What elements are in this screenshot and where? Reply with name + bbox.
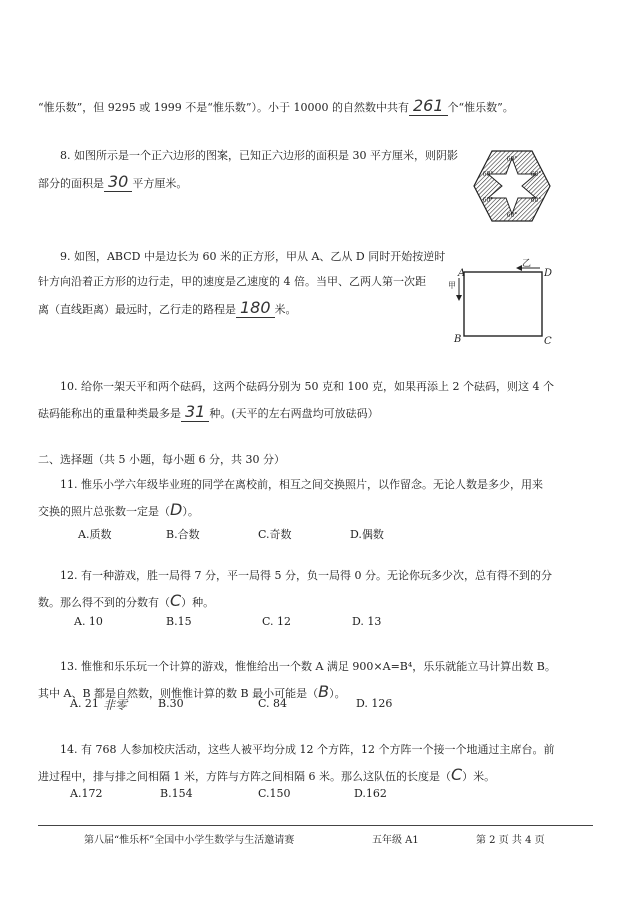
footer-grade: 五年级 A1	[372, 835, 419, 846]
q10-text-after: 种。(天平的左右两盘均可放砝码）	[209, 407, 379, 420]
angle-label-br: 60°	[530, 197, 542, 204]
q12-line1: 12. 有一种游戏，胜一局得 7 分，平一局得 5 分，负一局得 0 分。无论你玩多少次，总有得不到的分	[60, 569, 552, 582]
angle-label-bl: 60°	[482, 197, 494, 204]
q9-line2: 针方向沿着正方形的边行走，甲的速度是乙速度的 4 倍。当甲、乙两人第一次距	[38, 275, 426, 288]
q11-line1: 11. 惟乐小学六年级毕业班的同学在离校前，相互之间交换照片，以作留念。无论人数是多少，用来	[60, 478, 543, 491]
q14-text-after: ）米。	[462, 770, 496, 783]
label-d: D	[544, 268, 553, 279]
angle-label-tr: 60°	[530, 171, 542, 178]
q7-text-before: “惟乐数”，但 9295 或 1999 不是“惟乐数”）。小于 10000 的自然数中共有	[38, 101, 409, 114]
q7-text-after: 个“惟乐数”。	[447, 101, 514, 114]
q13-line1: 13. 惟惟和乐乐玩一个计算的游戏，惟惟给出一个数 A 满足 900×A=B⁴，乐乐就能立马计算出数 B。	[60, 660, 556, 673]
q12-option-c: C. 12	[262, 615, 292, 628]
q11-option-d: D.偶数	[350, 528, 384, 541]
footer-page: 第 2 页 共 4 页	[476, 835, 545, 846]
q12-answer: C	[170, 591, 182, 610]
q13-option-d: D. 126	[356, 697, 393, 710]
q12-option-a: A. 10	[74, 615, 103, 628]
label-a: A	[458, 268, 466, 279]
q14-line2	[38, 765, 495, 784]
q14-answer: C	[450, 765, 463, 784]
q9-line1: 9. 如图，ABCD 中是边长为 60 米的正方形，甲从 A、乙从 D 同时开始按逆时	[60, 250, 446, 263]
q13-handwritten-note: 非零	[103, 698, 128, 712]
angle-label-top: 60°	[506, 156, 518, 163]
q14-option-c: C.150	[258, 787, 291, 800]
q14-option-d: D.162	[354, 787, 387, 800]
angle-label-bottom: 60°	[506, 212, 518, 219]
hexagon-figure	[472, 146, 552, 226]
angle-label-tl: 60°	[482, 171, 494, 178]
q10-line2	[38, 402, 379, 422]
q14-option-b: B.154	[160, 787, 193, 800]
q11-text-after: ）。	[182, 505, 199, 518]
q12-line2	[38, 591, 214, 610]
q13-option-a: A. 21	[70, 697, 99, 710]
footer-rule	[38, 825, 593, 826]
q11-text-before: 交换的照片总张数一定是（	[38, 505, 170, 518]
q14-line1: 14. 有 768 人参加校庆活动，这些人被平均分成 12 个方阵，12 个方阵一个接一个地通过主席台。前	[60, 743, 555, 756]
q11-option-b: B.合数	[166, 528, 200, 541]
q13-option-b: B.30	[158, 697, 184, 710]
q8-text-after: 平方厘米。	[132, 177, 188, 190]
label-b: B	[454, 334, 462, 345]
q11-option-c: C.奇数	[258, 528, 292, 541]
q9-text-before: 离（直线距离）最远时，乙行走的路程是	[38, 303, 236, 316]
q8-answer: 30	[104, 172, 132, 192]
label-c: C	[544, 336, 552, 346]
q13-answer: B	[318, 682, 330, 701]
q13-text-before: 其中 A、B 都是自然数，则惟惟计算的数 B 最小可能是（	[38, 687, 319, 700]
label-jia: 甲	[448, 281, 456, 290]
q14-text-before: 进过程中，排与排之间相隔 1 米，方阵与方阵之间相隔 6 米。那么这队伍的长度是（	[38, 770, 451, 783]
footer-contest: 第八届“惟乐杯”全国中小学生数学与生活邀请赛	[84, 835, 295, 846]
q7-answer: 261	[409, 96, 448, 116]
q12-text-after: ）种。	[181, 596, 215, 609]
q10-text-before: 砝码能称出的重量种类最多是	[38, 407, 181, 420]
q9-text-after: 米。	[274, 303, 297, 316]
section2-title: 二、选择题（共 5 小题，每小题 6 分，共 30 分）	[38, 453, 285, 466]
q10-answer: 31	[181, 402, 209, 422]
q14-option-a: A.172	[70, 787, 103, 800]
q9-answer: 180	[236, 298, 275, 318]
q9-line3	[38, 298, 297, 318]
q13-text-after: ）。	[329, 687, 346, 700]
q12-option-d: D. 13	[352, 615, 382, 628]
q11-option-a: A.质数	[78, 528, 112, 541]
q8-text-before: 部分的面积是	[38, 177, 104, 190]
q8-line1: 8. 如图所示是一个正六边形的图案，已知正六边形的面积是 30 平方厘米，则阴影	[60, 149, 458, 162]
q11-line2	[38, 500, 199, 519]
square-figure	[446, 254, 556, 346]
q8-line2	[38, 172, 187, 192]
q7-tail-line	[38, 96, 514, 116]
q10-line1: 10. 给你一架天平和两个砝码，这两个砝码分别为 50 克和 100 克，如果再添上 2 个砝码，则这 4 个	[60, 380, 554, 393]
q12-option-b: B.15	[166, 615, 192, 628]
q12-text-before: 数。那么得不到的分数有（	[38, 596, 170, 609]
label-yi: 乙	[522, 259, 532, 269]
q11-answer: D	[170, 500, 183, 519]
q13-option-c: C. 84	[258, 697, 288, 710]
